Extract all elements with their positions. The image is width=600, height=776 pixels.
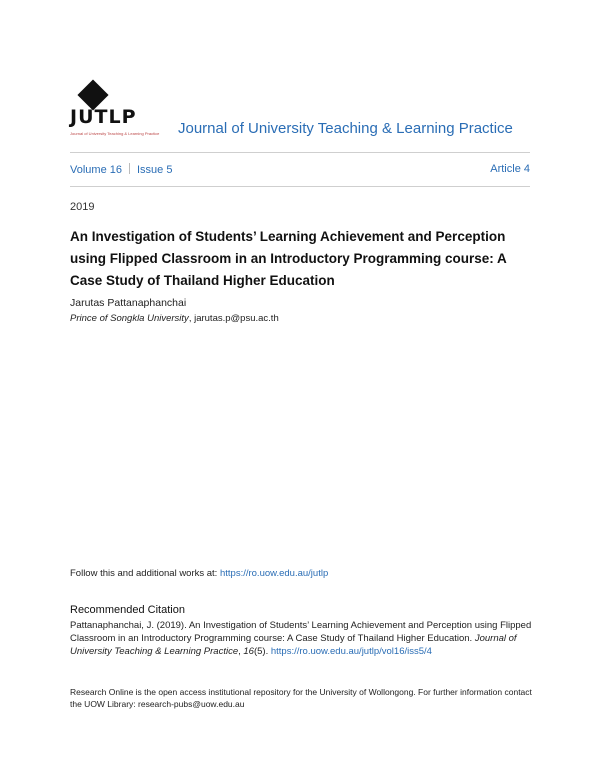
divider-top [70,152,530,153]
divider-bottom [70,186,530,187]
issue-row [70,163,530,176]
affiliation-name: Prince of Songkla University [70,313,189,324]
citation-text: Pattanaphanchai, J. (2019). An Investigation of Students’ Learning Achievement and Perception using Flipped Classroom in an Introductory Programming course: A Case Study of Thailand Higher Education. [70,620,532,644]
citation-sep: , [238,646,244,657]
issue-separator [129,163,130,174]
footer-note: Research Online is the open access institutional repository for the University of Wollongong. For further information contact the UOW Library: research-pubs@uow.edu.au [70,687,532,709]
author-name: Jarutas Pattanaphanchai [70,297,187,309]
follow-line [70,568,328,579]
citation-link[interactable]: https://ro.uow.edu.au/jutlp/vol16/iss5/4 [270,646,432,657]
issue-link[interactable]: Issue 5 [136,164,173,176]
logo-tagline: Journal of University Teaching & Learning Practice [70,131,160,136]
volume-link[interactable]: Volume 16 [70,164,122,176]
journal-title[interactable]: Journal of University Teaching & Learning Practice [178,120,513,137]
author-email: , jarutas.p@psu.ac.th [188,313,279,324]
follow-text: Follow this and additional works at: [70,568,220,579]
paper-title: An Investigation of Students’ Learning Achievement and Perception using Flipped Classroom in an Introductory Programming course: A Case Study of Thailand Higher Education [70,229,507,288]
author-affiliation [70,313,279,324]
follow-link[interactable]: https://ro.uow.edu.au/jutlp [219,568,329,579]
citation-journal: Journal of University Teaching & Learning Practice [70,633,517,657]
citation-body [70,619,540,658]
citation-volume: 16 [243,646,254,657]
journal-logo [70,82,160,138]
citation-issue: (5). [253,646,271,657]
logo-text: JUTLP [70,106,137,128]
publication-year: 2019 [70,201,95,213]
citation-heading: Recommended Citation [70,604,185,616]
article-link[interactable]: Article 4 [490,163,530,175]
